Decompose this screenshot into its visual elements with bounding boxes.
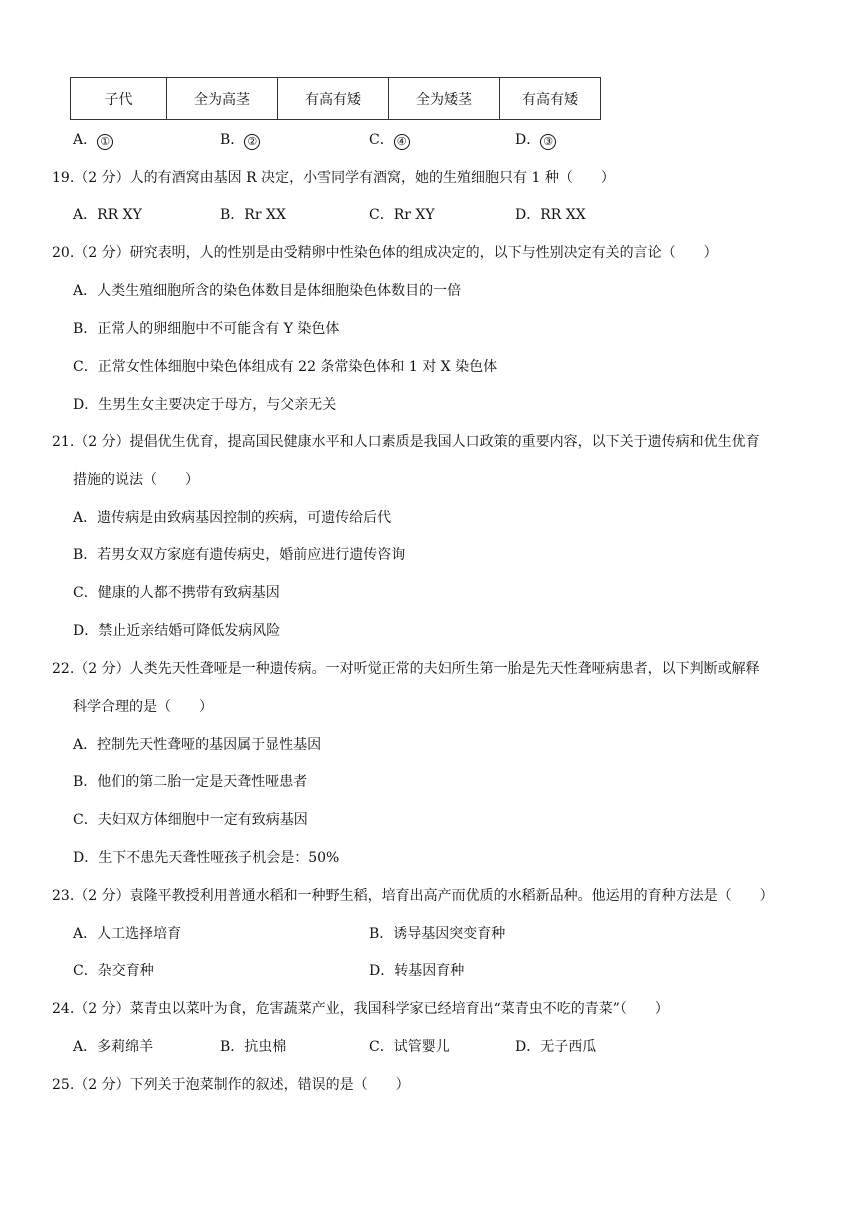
genetics-result-table [70,77,601,120]
q20-option-d: D．生男生女主要决定于母方，与父亲无关 [73,397,337,413]
q18-option-b: B． ② [220,130,260,150]
q18-option-c: C． ④ [369,130,410,150]
table-cell: 全为高茎 [167,78,278,120]
q20-stem: 20.（2 分）研究表明，人的性别是由受精卵中性染色体的组成决定的，以下与性别决定有关的言论（ ） [52,245,718,261]
q23-stem: 23.（2 分）袁隆平教授利用普通水稻和一种野生稻，培育出高产而优质的水稻新品种。他运用的育种方法是（ ） [52,888,774,904]
q23-option-a: A．人工选择培育 [73,926,182,942]
q18-option-d: D． ③ [515,130,556,150]
q21-stem-line2: 措施的说法（ ） [73,472,199,488]
q23-option-d: D．转基因育种 [369,963,465,979]
q22-option-c: C．夫妇双方体细胞中一定有致病基因 [73,812,308,828]
q24-option-b: B．抗虫棉 [220,1039,287,1055]
q25-stem: 25.（2 分）下列关于泡菜制作的叙述，错误的是（ ） [52,1077,410,1093]
q22-option-d: D．生下不患先天聋性哑孩子机会是：50% [73,850,340,866]
q22-stem-line2: 科学合理的是（ ） [73,699,213,715]
q19-option-a: A．RR XY [73,207,142,223]
q21-stem-line1: 21.（2 分）提倡优生优育，提高国民健康水平和人口素质是我国人口政策的重要内容，以下关于遗传病和优生优育 [52,434,760,450]
table-cell: 全为矮茎 [389,78,500,120]
q24-stem: 24.（2 分）菜青虫以菜叶为食，危害蔬菜产业，我国科学家已经培育出“菜青虫不吃的青菜”（ ） [52,1001,669,1017]
q19-stem: 19.（2 分）人的有酒窝由基因 R 决定，小雪同学有酒窝，她的生殖细胞只有 1 种（ ） [52,170,615,186]
q20-option-b: B．正常人的卵细胞中不可能含有 Y 染色体 [73,321,340,337]
q21-option-c: C．健康的人都不携带有致病基因 [73,585,280,601]
q24-option-d: D．无子西瓜 [515,1039,597,1055]
q18-option-a: A． ① [73,130,113,150]
q20-option-c: C．正常女性体细胞中染色体组成有 22 条常染色体和 1 对 X 染色体 [73,359,498,375]
table-cell: 子代 [71,78,167,120]
q19-option-b: B．Rr XX [220,207,286,223]
q22-option-b: B．他们的第二胎一定是天聋性哑患者 [73,774,308,790]
q22-option-a: A．控制先天性聋哑的基因属于显性基因 [73,737,322,753]
q21-option-b: B．若男女双方家庭有遗传病史，婚前应进行遗传咨询 [73,547,406,563]
table-cell: 有高有矮 [500,78,601,120]
table-row [71,78,601,120]
q22-stem-line1: 22.（2 分）人类先天性聋哑是一种遗传病。一对听觉正常的夫妇所生第一胎是先天性聋哑病患者，以下判断或解释 [52,661,760,677]
table-cell: 有高有矮 [278,78,389,120]
q19-option-d: D．RR XX [515,207,586,223]
q23-option-b: B．诱导基因突变育种 [369,926,506,942]
q23-option-c: C．杂交育种 [73,963,154,979]
q24-option-c: C．试管婴儿 [369,1039,450,1055]
q21-option-d: D．禁止近亲结婚可降低发病风险 [73,623,281,639]
q21-option-a: A．遗传病是由致病基因控制的疾病，可遗传给后代 [73,510,392,526]
q24-option-a: A．多莉绵羊 [73,1039,154,1055]
q19-option-c: C．Rr XY [369,207,435,223]
q20-option-a: A．人类生殖细胞所含的染色体数目是体细胞染色体数目的一倍 [73,283,462,299]
